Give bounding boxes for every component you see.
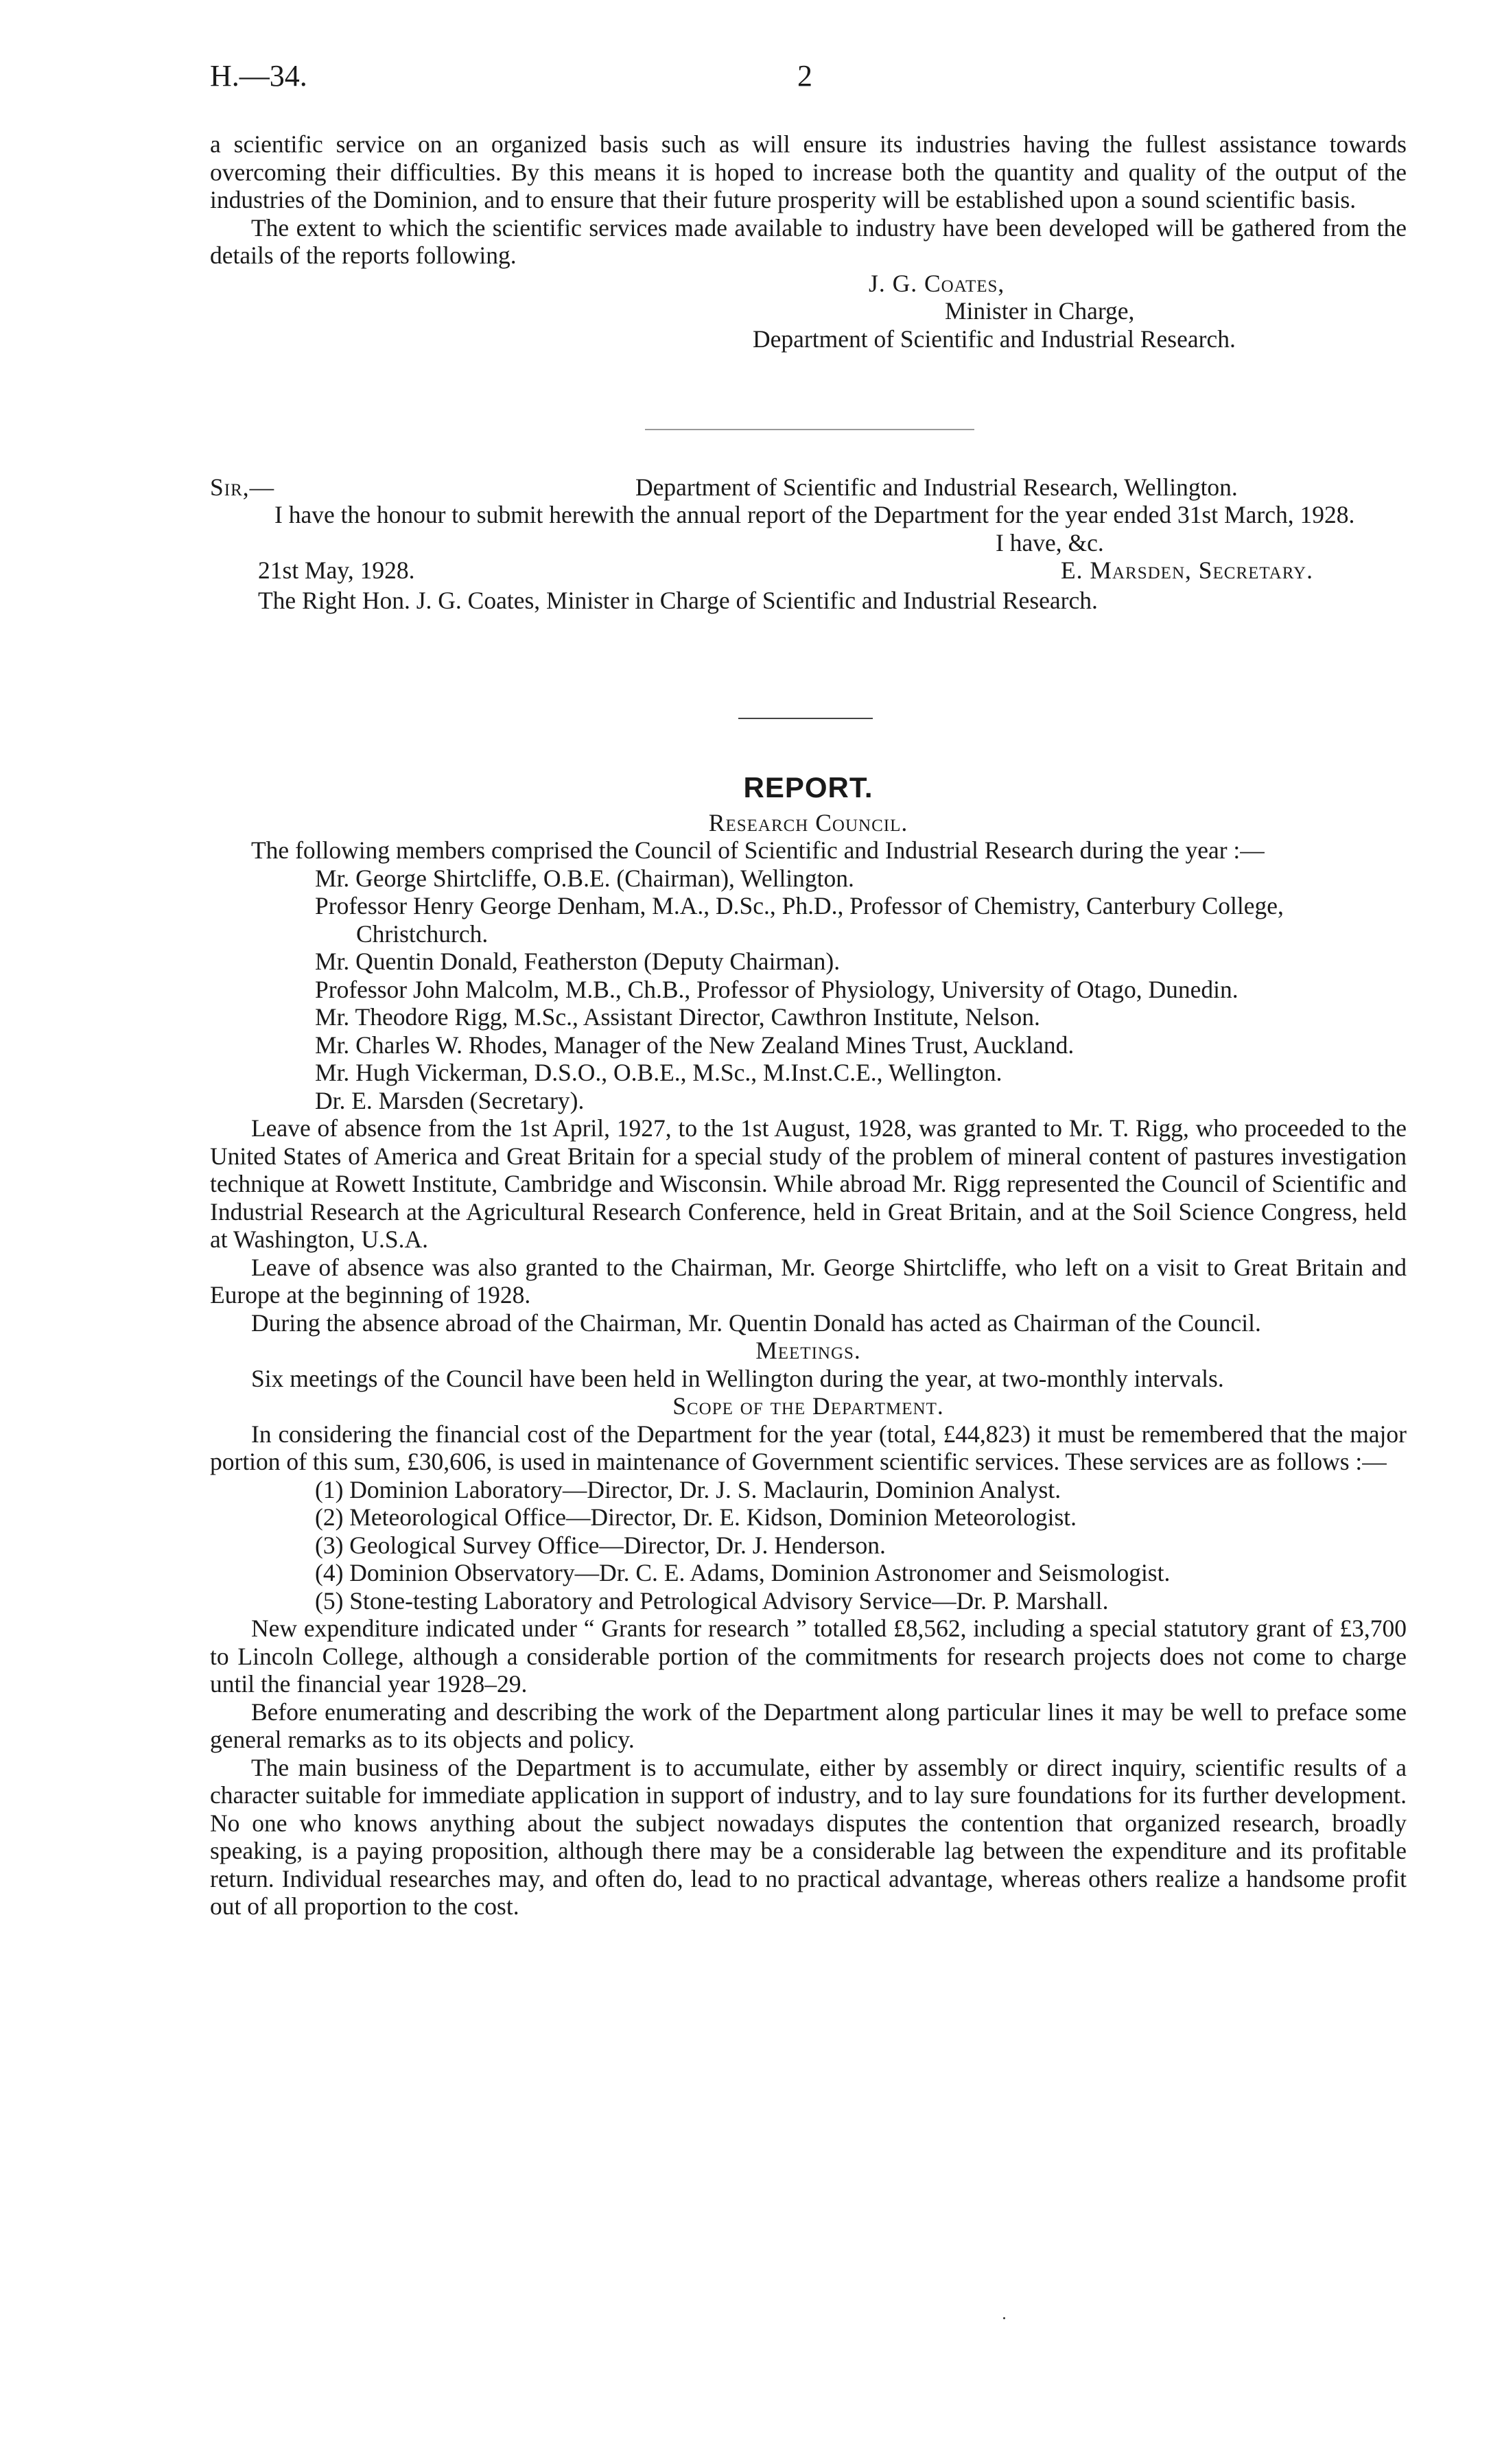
section-divider: [645, 429, 974, 430]
scope-paragraph: In considering the financial cost of the Department for the year (total, £44,823) it must be remembered that the major portion of this sum, £30,606, is used in maintenance of Government scientific services. These services are as follows :—: [210, 1420, 1407, 1475]
letter-signature: E. Marsden, Secretary.: [1061, 556, 1313, 584]
minister-signature-name: J. G. Coates,: [869, 269, 1005, 297]
intro-paragraph-2: The extent to which the scientific services made available to industry have been developed will be gathered from the details of the reports following.: [210, 213, 1407, 269]
meetings-paragraph: Six meetings of the Council have been held in Wellington during the year, at two-monthly intervals.: [251, 1364, 1224, 1392]
council-intro: The following members comprised the Council of Scientific and Industrial Research during the year :—: [251, 836, 1265, 864]
list-item: Mr. Hugh Vickerman, D.S.O., O.B.E., M.Sc., M.Inst.C.E., Wellington.: [315, 1059, 1002, 1086]
list-item: (2) Meteorological Office—Director, Dr. E. Kidson, Dominion Meteorologist.: [315, 1503, 1077, 1531]
list-item: Mr. Quentin Donald, Featherston (Deputy Chairman).: [315, 948, 841, 975]
council-member-list: [210, 865, 1407, 1115]
list-item: (4) Dominion Observatory—Dr. C. E. Adams, Dominion Astronomer and Seismologist.: [315, 1559, 1171, 1586]
list-item: Professor Henry George Denham, M.A., D.Sc., Ph.D., Professor of Chemistry, Canterbury College, Christchurch.: [315, 892, 1284, 948]
list-item: Mr. Charles W. Rhodes, Manager of the New Zealand Mines Trust, Auckland.: [315, 1031, 1075, 1059]
page-number: 2: [797, 59, 812, 93]
letter-recipient: The Right Hon. J. G. Coates, Minister in Charge of Scientific and Industrial Research.: [258, 587, 1098, 614]
leave-rigg-paragraph: Leave of absence from the 1st April, 1927, to the 1st August, 1928, was granted to Mr. T. Rigg, who proceeded to the United States of America and Great Britain for a special study of the problem of mineral content of pastures investigation technique at Rowett Institute, Cambridge and Wisconsin. While abroad Mr. Rigg represented the Council of Scientific and Industrial Research at the Agricultural Research Conference, held in Great Britain, and at the Soil Science Congress, held at Washington, U.S.A.: [210, 1114, 1407, 1253]
minister-signature-department: Department of Scientific and Industrial Research.: [753, 325, 1236, 353]
list-item: (1) Dominion Laboratory—Director, Dr. J. S. Maclaurin, Dominion Analyst.: [315, 1475, 1061, 1503]
report-section: [210, 771, 1407, 1921]
list-item: Dr. E. Marsden (Secretary).: [315, 1086, 585, 1114]
services-list: [210, 1476, 1407, 1615]
list-item: Mr. George Shirtcliffe, O.B.E. (Chairman), Wellington.: [315, 864, 854, 892]
scope-heading: Scope of the Department.: [672, 1392, 944, 1420]
intro-paragraph-1: a scientific service on an organized basis such as will ensure its industries having the fullest assistance towards overcoming their difficulties. By this means it is hoped to increase both the quantity and quality of the output of the industries of the Dominion, and to ensure that their future prosperity will be established upon a sound scientific basis.: [210, 130, 1407, 213]
minister-signature-title: Minister in Charge,: [945, 297, 1135, 325]
letter-body: I have the honour to submit herewith the annual report of the Department for the year ended 31st March, 1928.: [274, 501, 1355, 528]
list-item: (3) Geological Survey Office—Director, Dr. J. Henderson.: [315, 1531, 886, 1559]
page-speck: [1003, 2317, 1005, 2319]
report-title: REPORT.: [743, 771, 873, 803]
list-item: Mr. Theodore Rigg, M.Sc., Assistant Director, Cawthron Institute, Nelson.: [315, 1003, 1040, 1031]
research-council-heading: Research Council.: [708, 808, 908, 836]
meetings-heading: Meetings.: [755, 1337, 861, 1364]
list-item: (5) Stone-testing Laboratory and Petrological Advisory Service—Dr. P. Marshall.: [315, 1586, 1109, 1615]
letter-address: Department of Scientific and Industrial Research, Wellington.: [635, 473, 1238, 501]
acting-chairman-paragraph: During the absence abroad of the Chairman, Mr. Quentin Donald has acted as Chairman of the Council.: [251, 1309, 1261, 1337]
letter-closing: I have, &c.: [996, 528, 1104, 556]
new-expenditure-paragraph: New expenditure indicated under “ Grants for research ” totalled £8,562, including a special statutory grant of £3,700 to Lincoln College, although a considerable portion of the commitments for research projects does not come to charge until the financial year 1928–29.: [210, 1615, 1407, 1698]
section-divider-short: [738, 718, 873, 719]
letter-date: 21st May, 1928.: [258, 556, 415, 584]
before-enumerating-paragraph: Before enumerating and describing the work of the Department along particular lines it may be well to preface some general remarks as to its objects and policy.: [210, 1698, 1407, 1753]
document-reference: H.—34.: [210, 59, 307, 93]
letter-salutation: Sir,—: [210, 473, 275, 501]
leave-chairman-paragraph: Leave of absence was also granted to the Chairman, Mr. George Shirtcliffe, who left on a visit to Great Britain and Europe at the beginning of 1928.: [210, 1253, 1407, 1309]
main-business-paragraph: The main business of the Department is to accumulate, either by assembly or direct inquiry, scientific results of a character suitable for immediate application in support of industry, and to lay sure foundations for its further development. No one who knows anything about the subject nowadays disputes the contention that organized research, broadly speaking, is a paying proposition, although there may be a considerable lag between the expenditure and its profitable return. Individual researches may, and often do, lead to no practical advantage, whereas others realize a handsome profit out of all proportion to the cost.: [210, 1753, 1407, 1920]
list-item: Professor John Malcolm, M.B., Ch.B., Professor of Physiology, University of Otago, Dunedin.: [315, 975, 1238, 1003]
intro-section: [210, 130, 1407, 353]
letter-section: [210, 473, 1407, 615]
